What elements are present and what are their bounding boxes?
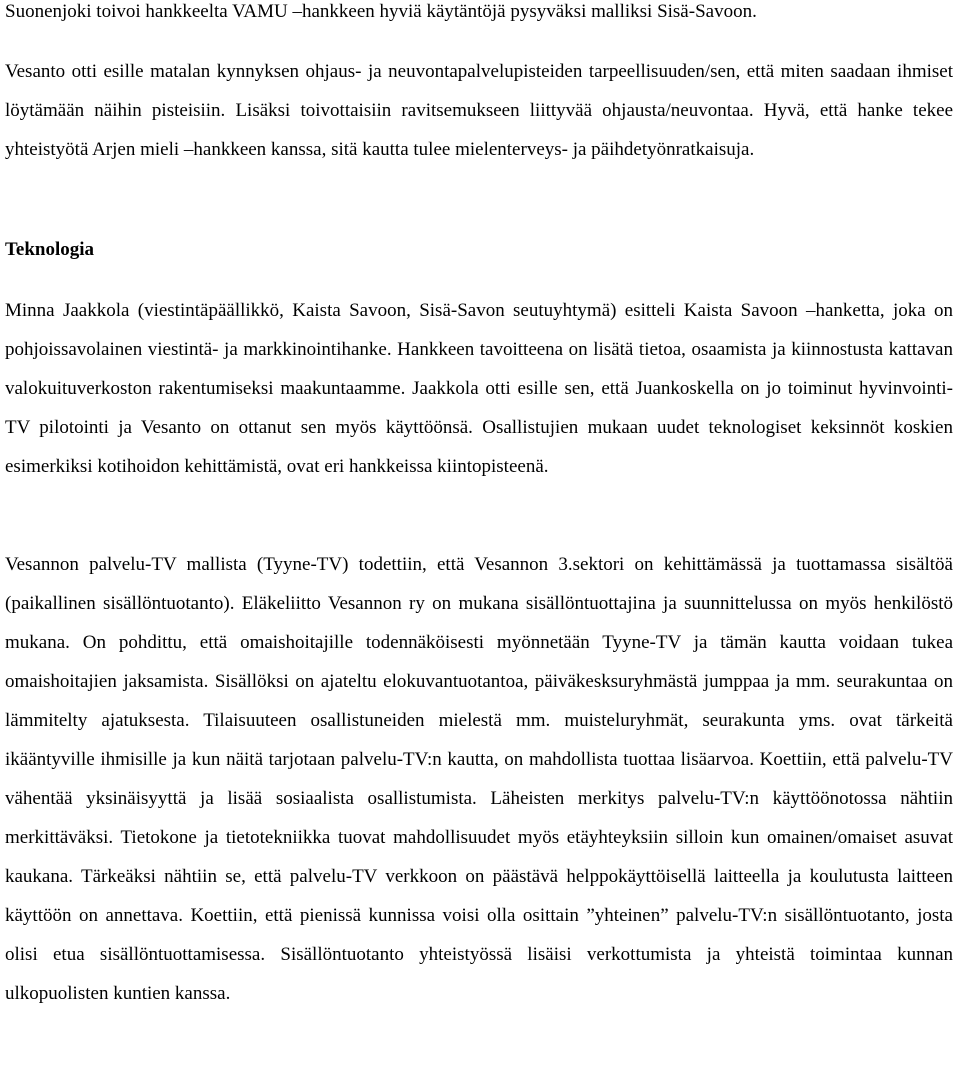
paragraph-palvelu-tv: Vesannon palvelu-TV mallista (Tyyne-TV) todettiin, että Vesannon 3.sektori on kehittämässä ja tuottamassa sisältöä (paikallinen sisällöntuotanto). Eläkeliitto Vesannon ry on mukana sisällöntuottajina ja suunnittelussa on myös henkilöstö mukana. On pohdittu, että omaishoitajille todennäköisesti myönnetään Tyyne-TV ja tämän kautta voidaan tukea omaishoitajien jaksamista. Sisällöksi on ajateltu elokuvantuotantoa, päiväkesksuryhmästä jumppaa ja mm. seurakuntaa on lämmitelty ajatuksesta. Tilaisuuteen osallistuneiden mielestä mm. muisteluryhmät, seurakunta yms. ovat tärkeitä ikääntyville ihmisille ja kun näitä tarjotaan palvelu-TV:n kautta, on mahdollista tuottaa lisäarvoa. Koettiin, että palvelu-TV vähentää yksinäisyyttä ja lisää sosiaalista osallistumista. Läheisten merkitys palvelu-TV:n käyttöönotossa nähtiin merkittäväksi. Tietokone ja tietotekniikka tuovat mahdollisuudet myös etäyhteyksiin silloin kun omainen/omaiset asuvat kaukana. Tärkeäksi nähtiin se, että palvelu-TV verkkoon on päästävä helppokäyttöisellä laitteella ja koulutusta laitteen käyttöön on annettava. Koettiin, että pienissä kunnissa voisi olla osittain ”yhteinen” palvelu-TV:n sisällöntuotanto, josta olisi etua sisällöntuottamisessa. Sisällöntuotanto yhteistyössä lisäisi verkottumista ja yhteistä toimintaa kunnan ulkopuolisten kuntien kanssa. <box>5 554 953 1004</box>
section-heading-teknologia: Teknologia <box>5 239 95 260</box>
paragraph-kaista-savoon: Minna Jaakkola (viestintäpäällikkö, Kaista Savoon, Sisä-Savon seutuyhtymä) esitteli Kaista Savoon –hanketta, joka on pohjoissavolainen viestintä- ja markkinointihanke. Hankkeen tavoitteena on lisätä tietoa, osaamista ja kiinnostusta kattavan valokuituverkoston rakentumiseksi maakuntaamme. Jaakkola otti esille sen, että Juankoskella on jo toiminut hyvinvointi-TV pilotointi ja Vesanto on ottanut sen myös käyttöönsä. Osallistujien mukaan uudet teknologiset keksinnöt koskien esimerkiksi kotihoidon kehittämistä, ovat eri hankkeissa kiintopisteenä. <box>5 300 953 477</box>
paragraph-suonenjoki: Suonenjoki toivoi hankkeelta VAMU –hankkeen hyviä käytäntöjä pysyväksi malliksi Sisä-Savoon. <box>5 1 757 22</box>
paragraph-vesanto: Vesanto otti esille matalan kynnyksen ohjaus- ja neuvontapalvelupisteiden tarpeellisuuden/sen, että miten saadaan ihmiset löytämään näihin pisteisiin. Lisäksi toivottaisiin ravitsemukseen liittyvää ohjausta/neuvontaa. Hyvä, että hanke tekee yhteistyötä Arjen mieli –hankkeen kanssa, sitä kautta tulee mielenterveys- ja päihdetyönratkaisuja. <box>5 61 953 160</box>
